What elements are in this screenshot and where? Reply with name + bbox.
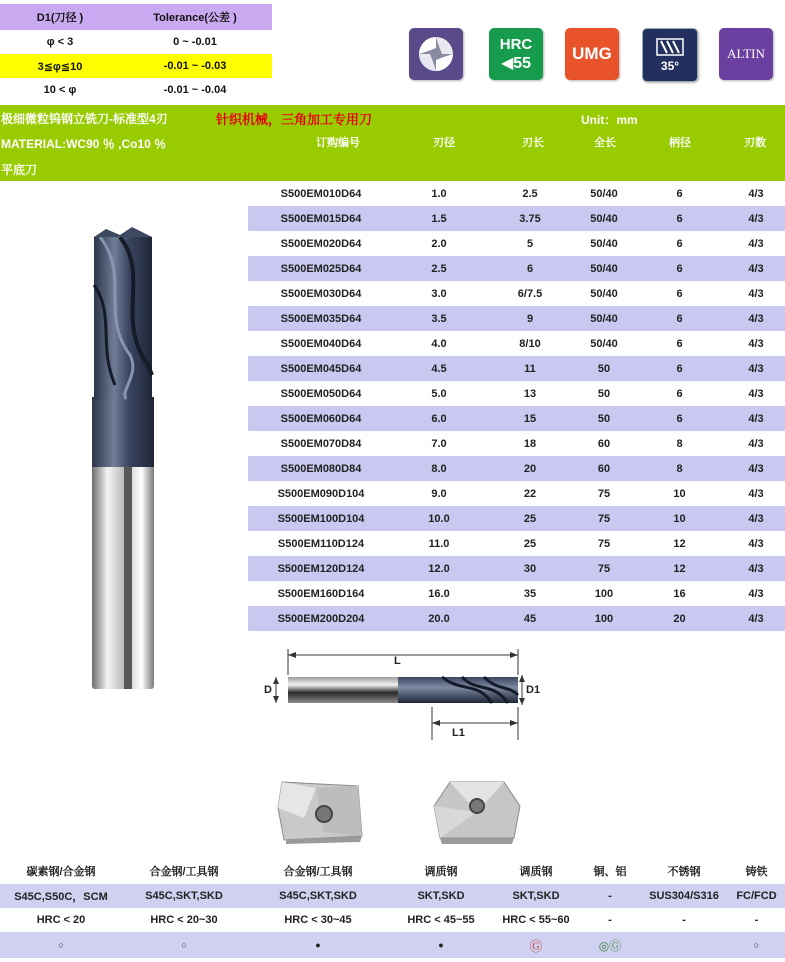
cutting-dia: 1.0	[431, 187, 447, 200]
product-table	[248, 181, 785, 631]
cutting-length: 5	[526, 237, 534, 250]
material-hardness: HRC < 20	[36, 914, 86, 926]
material-hardness: HRC < 55~60	[502, 914, 570, 926]
flutes: 4/3	[748, 437, 764, 450]
col-header-flutes: 刃数	[744, 137, 766, 149]
cutting-dia: 16.0	[428, 587, 450, 600]
dim-label-l: L	[394, 655, 401, 667]
cutting-length: 6/7.5	[517, 287, 543, 300]
order-no: S500EM100D104	[277, 512, 365, 525]
cutting-length: 3.75	[519, 212, 541, 225]
material-hardness: HRC < 30~45	[284, 914, 352, 926]
material-grade: S45C,SKT,SKD	[145, 890, 223, 902]
material-header: 调质钢	[424, 866, 458, 878]
banner-material: MATERIAL:WC90 ％ ,Co10 ％	[1, 137, 167, 151]
cutting-length: 20	[523, 462, 537, 475]
material-hardness-row	[0, 908, 785, 932]
banner-unit: Unit：mm	[581, 113, 638, 127]
dim-label-d1: D1	[526, 684, 541, 696]
order-no: S500EM040D64	[280, 337, 362, 350]
flutes: 4/3	[748, 262, 764, 275]
cutting-dia: 7.0	[431, 437, 447, 450]
banner-title: 极细微粒钨钢立铣刀-标准型4刃	[1, 112, 168, 126]
end-mill-image	[60, 225, 180, 695]
cutting-dia: 6.0	[431, 412, 447, 425]
material-grade: S45C,S50C，SCM	[14, 891, 108, 903]
banner-title-red: 针织机械，三角加工专用刀	[216, 112, 373, 127]
shank-dia: 16	[673, 587, 686, 600]
suitability-mark: ●	[438, 940, 444, 950]
cutting-length: 22	[523, 487, 537, 500]
table-row	[248, 606, 785, 631]
flutes: 4/3	[748, 562, 764, 575]
cutting-dia: 9.0	[431, 487, 447, 500]
material-header-row	[0, 858, 785, 884]
cutting-length: 25	[523, 537, 537, 550]
overall-length: 60	[597, 462, 611, 475]
table-row	[248, 456, 785, 481]
tolerance-value: -0.01 ~ -0.03	[163, 60, 227, 72]
flutes: 4/3	[748, 187, 764, 200]
tolerance-row-highlight	[0, 54, 272, 78]
overall-length: 50/40	[590, 287, 618, 300]
table-row	[248, 431, 785, 456]
shank-dia: 6	[676, 387, 683, 400]
material-suitability-row	[0, 932, 785, 958]
cutting-dia: 3.0	[431, 287, 447, 300]
material-header: 调质钢	[519, 866, 553, 878]
material-header: 不锈钢	[667, 866, 701, 878]
cutting-length: 18	[523, 437, 537, 450]
cutting-dia: 10.0	[428, 512, 450, 525]
helix-icon	[655, 37, 685, 59]
suitability-mark: ○	[181, 940, 187, 950]
shank-dia: 12	[673, 562, 686, 575]
shank-dia: 6	[676, 412, 683, 425]
flutes: 4/3	[748, 512, 764, 525]
banner-subtitle: 平底刀	[1, 163, 38, 177]
tolerance-header-d1: D1(刀径 )	[36, 12, 84, 24]
suitability-mark: ◎Ⓖ	[598, 938, 622, 953]
overall-length: 100	[594, 587, 614, 600]
material-header: 合金钢/工具钢	[283, 866, 353, 878]
order-no: S500EM080D84	[280, 462, 362, 475]
cutting-length: 30	[523, 562, 537, 575]
table-row	[248, 231, 785, 256]
table-row	[248, 306, 785, 331]
material-header: 合金钢/工具钢	[149, 866, 219, 878]
suitability-mark: ○	[753, 940, 760, 950]
order-no: S500EM030D64	[280, 287, 362, 300]
shank-dia: 6	[676, 312, 683, 325]
hrc-badge-bottom: ◀55	[500, 54, 532, 72]
material-hardness: -	[754, 914, 759, 926]
table-row	[248, 506, 785, 531]
col-header-shank-dia: 柄径	[669, 137, 691, 149]
cutting-length: 2.5	[522, 187, 538, 200]
tolerance-dia: 10 < φ	[43, 84, 77, 96]
order-no: S500EM200D204	[277, 612, 365, 625]
cutting-dia: 12.0	[428, 562, 450, 575]
altin-badge	[719, 28, 773, 80]
dim-label-d: D	[264, 684, 272, 696]
cutting-length: 35	[523, 587, 537, 600]
tolerance-row	[0, 78, 272, 102]
material-grade: FC/FCD	[736, 890, 777, 902]
table-row	[248, 381, 785, 406]
overall-length: 50	[597, 412, 611, 425]
material-hardness: HRC < 45~55	[407, 914, 475, 926]
shank-dia: 6	[676, 337, 683, 350]
table-row	[248, 406, 785, 431]
material-grade: SUS304/S316	[649, 890, 719, 902]
shank-dia: 6	[676, 287, 683, 300]
cutting-length: 15	[523, 412, 537, 425]
col-header-overall-length: 全长	[594, 137, 616, 149]
material-grade: -	[608, 890, 612, 902]
overall-length: 50/40	[590, 187, 618, 200]
suitability-mark: ○	[58, 940, 64, 950]
helix-angle-badge	[642, 28, 698, 82]
suitability-mark: Ⓖ	[529, 938, 543, 954]
cutting-length: 9	[526, 312, 534, 325]
overall-length: 100	[594, 612, 614, 625]
order-no: S500EM035D64	[280, 312, 362, 325]
table-row	[248, 531, 785, 556]
cutting-dia: 4.5	[431, 362, 447, 375]
material-table	[0, 858, 785, 958]
cutting-dia: 20.0	[428, 612, 450, 625]
dim-label-l1: L1	[452, 727, 465, 739]
hrc-badge	[489, 28, 543, 80]
order-no: S500EM160D164	[277, 587, 365, 600]
table-row	[248, 281, 785, 306]
insert-image-left	[276, 778, 366, 844]
material-header: 碳素钢/合金钢	[26, 866, 96, 878]
order-no: S500EM045D64	[280, 362, 362, 375]
material-header: 铜、铝	[593, 866, 627, 878]
flutes: 4/3	[748, 612, 764, 625]
overall-length: 75	[597, 537, 611, 550]
overall-length: 50/40	[590, 262, 618, 275]
table-row	[248, 481, 785, 506]
cutting-dia: 2.5	[431, 262, 447, 275]
order-no: S500EM070D84	[280, 437, 362, 450]
material-grade: S45C,SKT,SKD	[279, 890, 357, 902]
material-grade-row	[0, 884, 785, 908]
order-no: S500EM090D104	[277, 487, 365, 500]
insert-image-right	[430, 776, 524, 846]
order-no: S500EM015D64	[280, 212, 362, 225]
dimension-diagram	[262, 645, 552, 745]
cutting-length: 8/10	[519, 337, 541, 350]
material-grade: SKT,SKD	[417, 890, 465, 902]
table-row	[248, 181, 785, 206]
order-no: S500EM010D64	[280, 187, 362, 200]
overall-length: 75	[597, 512, 611, 525]
flutes: 4/3	[748, 237, 764, 250]
shank-dia: 10	[673, 512, 686, 525]
shank-dia: 8	[676, 462, 683, 475]
tolerance-header	[0, 4, 272, 30]
cutting-dia: 1.5	[431, 212, 447, 225]
overall-length: 75	[597, 487, 611, 500]
shank-dia: 6	[676, 187, 683, 200]
overall-length: 50/40	[590, 337, 618, 350]
tolerance-row	[0, 30, 272, 54]
order-no: S500EM110D124	[277, 537, 365, 550]
tolerance-value: -0.01 ~ -0.04	[163, 84, 227, 96]
order-no: S500EM050D64	[280, 387, 362, 400]
table-row	[248, 331, 785, 356]
material-hardness: -	[682, 914, 686, 926]
col-header-cutting-length: 刃长	[522, 137, 544, 149]
table-row	[248, 206, 785, 231]
cutting-dia: 3.5	[431, 312, 447, 325]
flutes: 4/3	[748, 412, 764, 425]
tolerance-dia: φ < 3	[46, 36, 74, 48]
cutting-dia: 5.0	[431, 387, 447, 400]
shank-dia: 6	[676, 212, 683, 225]
order-no: S500EM120D124	[277, 562, 365, 575]
suitability-mark: ●	[315, 940, 321, 950]
tolerance-table	[0, 4, 272, 102]
order-no: S500EM025D64	[280, 262, 362, 275]
cutting-length: 6	[526, 262, 534, 275]
table-row	[248, 356, 785, 381]
material-hardness: HRC < 20~30	[150, 914, 218, 926]
cutting-length: 25	[523, 512, 537, 525]
shank-dia: 6	[676, 237, 683, 250]
cutting-length: 13	[523, 387, 537, 400]
shank-dia: 6	[676, 262, 683, 275]
material-grade: SKT,SKD	[512, 890, 560, 902]
shank-dia: 8	[676, 437, 683, 450]
material-hardness: -	[608, 914, 612, 926]
overall-length: 50	[597, 362, 611, 375]
flutes: 4/3	[748, 337, 764, 350]
overall-length: 50/40	[590, 212, 618, 225]
table-row	[248, 581, 785, 606]
order-no: S500EM060D64	[280, 412, 362, 425]
flutes: 4/3	[748, 462, 764, 475]
cutting-dia: 2.0	[431, 237, 447, 250]
tolerance-header-tol: Tolerance(公差 )	[153, 12, 237, 24]
order-no: S500EM020D64	[280, 237, 362, 250]
overall-length: 50/40	[590, 312, 618, 325]
overall-length: 50/40	[590, 237, 618, 250]
cutting-length: 45	[523, 612, 537, 625]
table-row	[248, 256, 785, 281]
tolerance-value: 0 ~ -0.01	[173, 36, 217, 48]
col-header-order-no: 订购编号	[316, 137, 360, 149]
umg-badge	[565, 28, 619, 80]
helix-angle-label: 35°	[660, 59, 680, 73]
overall-length: 50	[597, 387, 611, 400]
flutes: 4/3	[748, 287, 764, 300]
flutes: 4/3	[748, 212, 764, 225]
cutting-dia: 11.0	[428, 537, 450, 550]
overall-length: 75	[597, 562, 611, 575]
flutes: 4/3	[748, 362, 764, 375]
shank-dia: 10	[673, 487, 686, 500]
shank-dia: 6	[676, 362, 683, 375]
material-header: 铸铁	[745, 866, 768, 878]
umg-badge-label: UMG	[572, 44, 612, 63]
flutes: 4/3	[748, 487, 764, 500]
hrc-badge-top: HRC	[499, 35, 533, 53]
cutting-length: 11	[524, 362, 536, 375]
col-header-cutting-dia: 刃径	[433, 137, 455, 149]
four-flute-icon	[416, 34, 456, 74]
flutes: 4/3	[748, 587, 764, 600]
tolerance-dia: 3≦φ≦10	[37, 60, 83, 73]
cutting-dia: 8.0	[431, 462, 447, 475]
flute-icon	[409, 28, 463, 80]
flutes: 4/3	[748, 537, 764, 550]
shank-dia: 12	[673, 537, 686, 550]
altin-badge-label: ALTIN	[727, 46, 765, 61]
flutes: 4/3	[748, 312, 764, 325]
flutes: 4/3	[748, 387, 764, 400]
shank-dia: 20	[673, 612, 686, 625]
overall-length: 60	[597, 437, 611, 450]
cutting-dia: 4.0	[431, 337, 447, 350]
table-row	[248, 556, 785, 581]
